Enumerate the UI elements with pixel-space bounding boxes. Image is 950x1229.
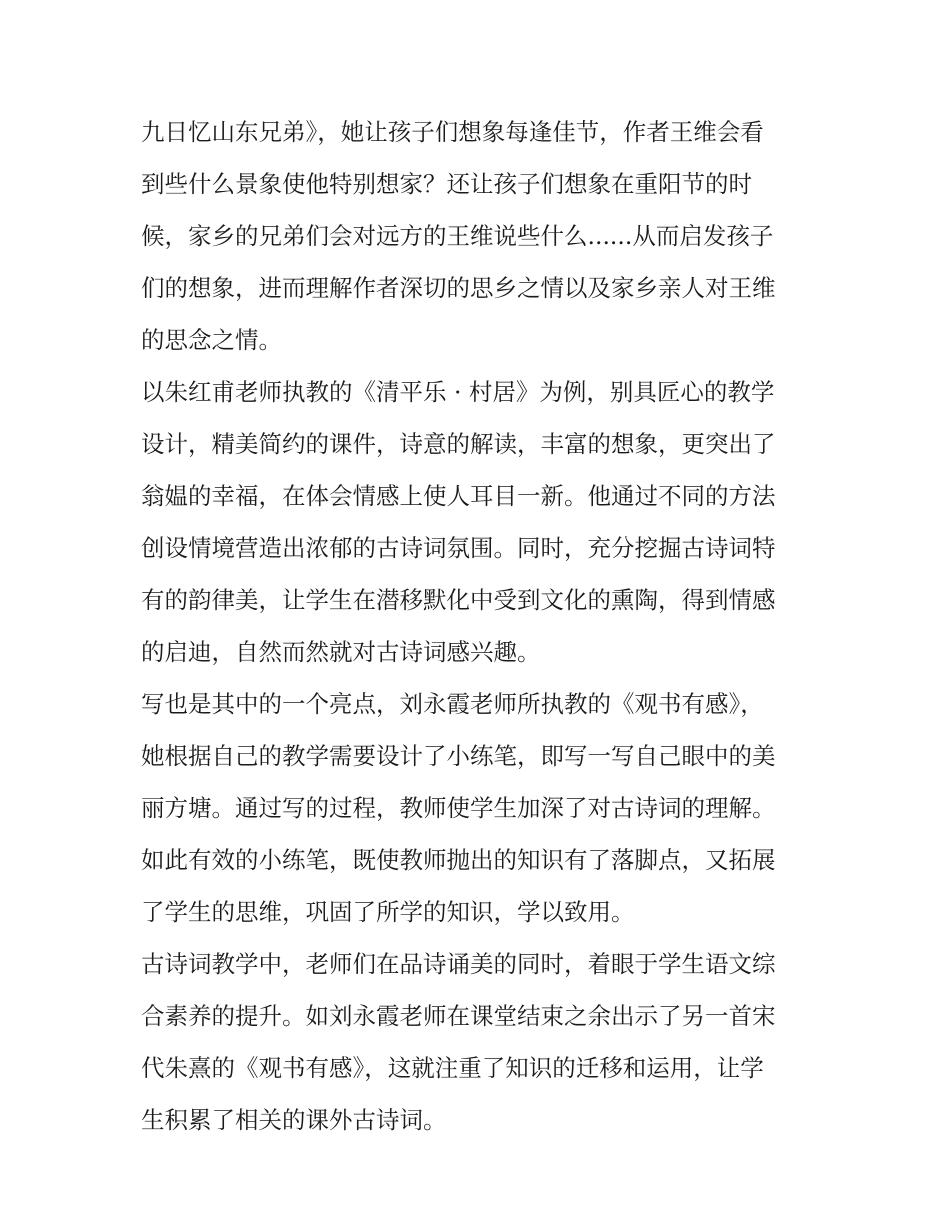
text-line: 生积累了相关的课外古诗词。 xyxy=(141,1106,447,1134)
text-line: 她根据自己的教学需要设计了小练笔，即写一写自己眼中的美 xyxy=(141,742,776,770)
text-line: 的思念之情。 xyxy=(141,326,282,354)
text-line: 候，家乡的兄弟们会对远方的王维说些什么......从而启发孩子 xyxy=(141,222,774,250)
text-line: 有的韵律美，让学生在潜移默化中受到文化的熏陶，得到情感 xyxy=(141,586,776,614)
text-line: 到些什么景象使他特别想家？还让孩子们想象在重阳节的时 xyxy=(141,170,752,198)
text-line: 古诗词教学中，老师们在品诗诵美的同时，着眼于学生语文综 xyxy=(141,950,776,978)
text-line: 写也是其中的一个亮点，刘永霞老师所执教的《观书有感》， xyxy=(141,690,764,718)
text-line: 的启迪，自然而然就对古诗词感兴趣。 xyxy=(141,638,541,666)
text-line: 以朱红甫老师执教的《清平乐 · 村居》为例，别具匠心的教学 xyxy=(141,378,775,406)
text-line: 丽方塘。通过写的过程，教师使学生加深了对古诗词的理解。 xyxy=(141,794,776,822)
text-line: 设计，精美简约的课件，诗意的解读，丰富的想象，更突出了 xyxy=(141,430,776,458)
text-line: 翁媪的幸福，在体会情感上使人耳目一新。他通过不同的方法 xyxy=(141,482,776,510)
text-line: 了学生的思维，巩固了所学的知识，学以致用。 xyxy=(141,898,635,926)
text-line: 创设情境营造出浓郁的古诗词氛围。同时，充分挖掘古诗词特 xyxy=(141,534,776,562)
body-text xyxy=(141,106,813,1146)
text-line: 合素养的提升。如刘永霞老师在课堂结束之余出示了另一首宋 xyxy=(141,1002,776,1030)
text-line: 代朱熹的《观书有感》，这就注重了知识的迁移和运用，让学 xyxy=(141,1054,764,1082)
text-line: 们的想象，进而理解作者深切的思乡之情以及家乡亲人对王维 xyxy=(141,274,776,302)
text-line: 如此有效的小练笔，既使教师抛出的知识有了落脚点，又拓展 xyxy=(141,846,776,874)
text-line: 九日忆山东兄弟》，她让孩子们想象每逢佳节，作者王维会看 xyxy=(141,118,764,146)
